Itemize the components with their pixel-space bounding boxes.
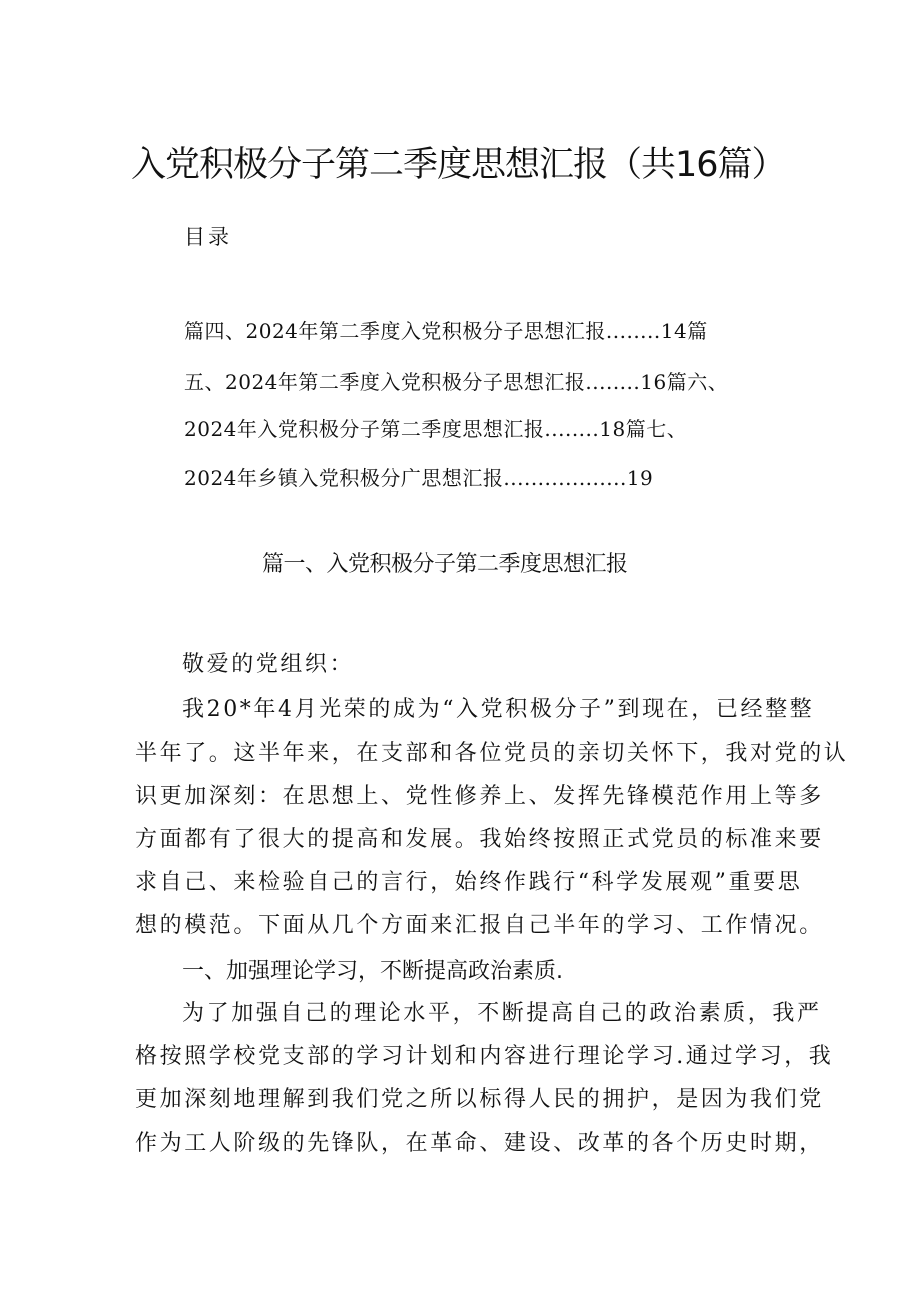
toc-line: 五、2024年第二季度入党积极分子思想汇报........16篇六、	[184, 370, 729, 394]
paragraph-line: 更加深刻地理解到我们党之所以标得人民的拥护，是因为我们党	[135, 1087, 824, 1112]
paragraph-line: 识更加深刻：在思想上、党性修养上、发挥先锋模范作用上等多	[135, 784, 824, 809]
paragraph-line: 为了加强自己的理论水平，不断提高自己的政治素质，我严	[182, 1001, 822, 1026]
subheading: 一、加强理论学习，不断提高政治素质.	[182, 959, 563, 984]
toc-line: 2024年入党积极分子第二季度思想汇报........18篇七、	[184, 417, 688, 441]
paragraph-line: 我20*年4月光荣的成为“入党积极分子”到现在，已经整整	[182, 697, 815, 722]
paragraph-line: 半年了。这半年来，在支部和各位党员的亲切关怀下，我对党的认	[135, 741, 849, 766]
paragraph-line: 方面都有了很大的提高和发展。我始终按照正式党员的标准来要	[135, 827, 824, 852]
paragraph-line: 作为工人阶级的先锋队，在革命、建设、改革的各个历史时期，	[135, 1131, 824, 1156]
toc-line: 2024年乡镇入党积极分广思想汇报..................19	[184, 466, 654, 490]
paragraph-line: 想的模范。下面从几个方面来汇报自己半年的学习、工作情况。	[135, 913, 824, 938]
salutation: 敬爱的党组织：	[182, 652, 355, 677]
paragraph-line: 求自己、来检验自己的言行，始终作践行“科学发展观”重要思	[135, 870, 803, 895]
section-title: 篇一、入党积极分子第二季度思想汇报	[262, 552, 628, 577]
toc-heading: 目录	[184, 225, 232, 249]
toc-line: 篇四、2024年第二季度入党积极分子思想汇报........14篇	[184, 319, 708, 343]
document-title: 入党积极分子第二季度思想汇报（共16篇）	[131, 145, 786, 185]
paragraph-line: 格按照学校党支部的学习计划和内容进行理论学习.通过学习，我	[135, 1044, 834, 1069]
